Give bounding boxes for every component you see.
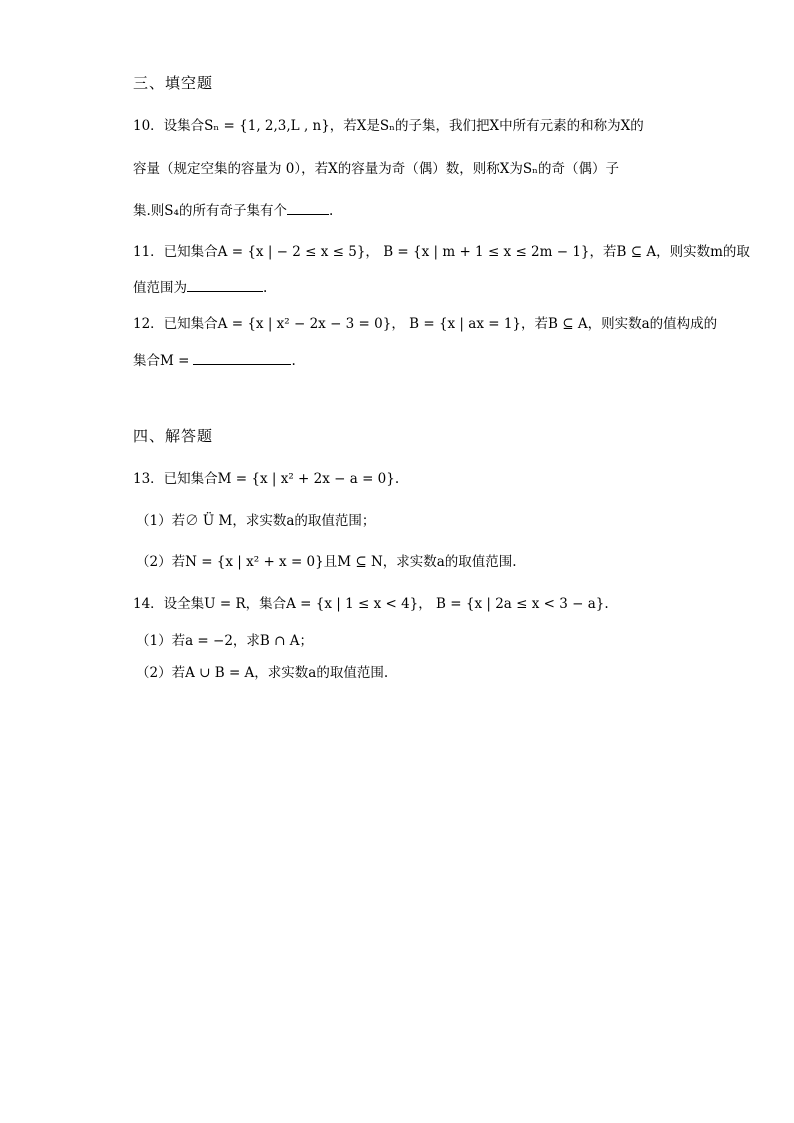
section-4-heading: 四、解答题	[133, 427, 214, 445]
q10-line-3-end: .	[328, 203, 334, 219]
q12-line-2-text: 集合M =	[133, 353, 190, 369]
q12-line-1: 12．已知集合A = {x | x² − 2x − 3 = 0}， B = {x | ax = 1}，若B ⊆ A，则实数a的值构成的	[133, 316, 718, 332]
q14-part-1: （1）若a = −2，求B ∩ A；	[136, 633, 313, 649]
q13-part-1: （1）若∅ Ü M，求实数a的取值范围；	[136, 513, 376, 529]
q11-line-1: 11．已知集合A = {x | − 2 ≤ x ≤ 5}， B = {x | m + 1 ≤ x ≤ 2m − 1}，若B ⊆ A，则实数m的取	[133, 244, 750, 260]
q11-line-2-end: .	[263, 280, 268, 296]
q10-line-3-text: 集.则S₄的所有奇子集有个	[133, 203, 287, 219]
q13-line-1: 13．已知集合M = {x | x² + 2x − a = 0}.	[133, 471, 400, 487]
q12-answer-blank[interactable]	[193, 352, 291, 365]
q11-line-2	[133, 276, 267, 296]
q10-line-1: 10．设集合Sₙ = {1, 2,3,L , n}，若X是Sₙ的子集，我们把X中所有元素的和称为X的	[133, 118, 644, 134]
section-3-heading: 三、填空题	[133, 74, 214, 92]
q10-answer-blank[interactable]	[287, 202, 329, 215]
q11-answer-blank[interactable]	[187, 279, 263, 292]
q10-line-2: 容量（规定空集的容量为 0），若X的容量为奇（偶）数，则称X为Sₙ的奇（偶）子	[133, 161, 619, 177]
q14-part-2: （2）若A ∪ B = A，求实数a的取值范围.	[136, 665, 389, 681]
q11-line-2-text: 值范围为	[133, 280, 187, 296]
q10-line-3	[133, 199, 333, 219]
q12-line-2-end: .	[291, 353, 296, 369]
q14-line-1: 14．设全集U = R，集合A = {x | 1 ≤ x < 4}， B = {x | 2a ≤ x < 3 − a}.	[133, 596, 609, 612]
q12-line-2	[133, 349, 296, 369]
q13-part-2: （2）若N = {x | x² + x = 0}且M ⊆ N，求实数a的取值范围.	[136, 554, 517, 570]
